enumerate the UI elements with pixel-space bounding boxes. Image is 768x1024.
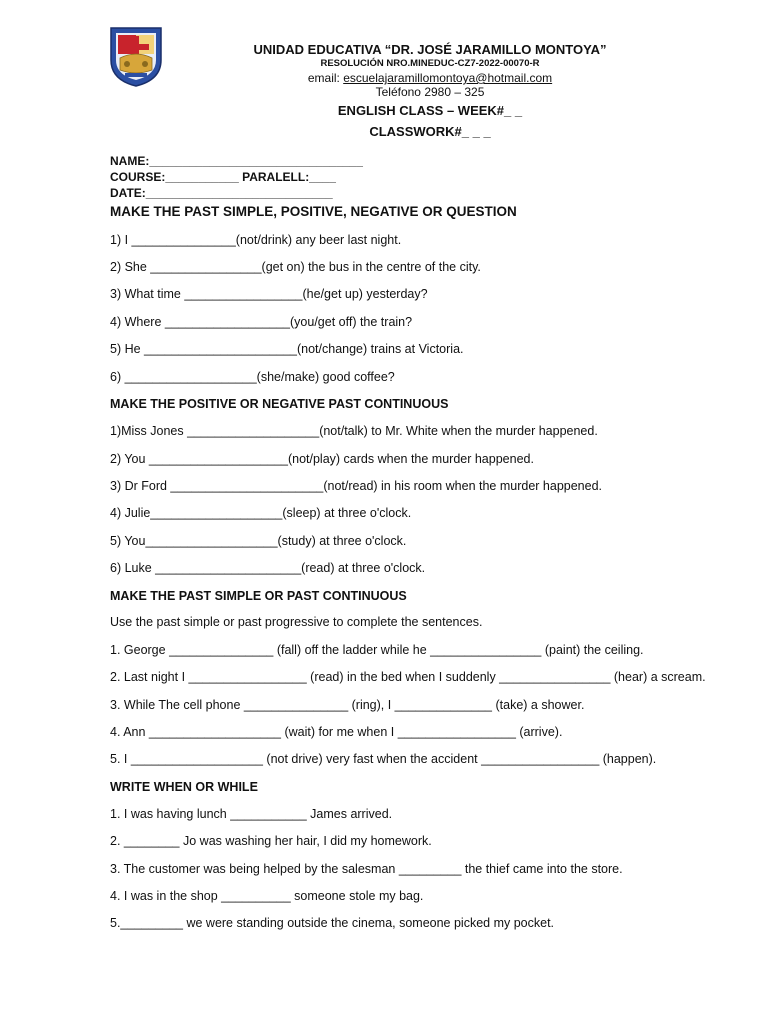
class-title: ENGLISH CLASS – WEEK#_ _: [337, 103, 523, 118]
exercise-item: 6) ___________________(she/make) good coffee?: [110, 370, 395, 384]
exercise-item: 5) He ______________________(not/change) trains at Victoria.: [110, 342, 464, 356]
name-field[interactable]: NAME:________________________________: [110, 154, 363, 168]
date-field[interactable]: DATE:____________________________: [110, 186, 333, 200]
email-line: [150, 71, 710, 85]
exercise-item: 1. George _______________ (fall) off the ladder while he ________________ (paint) the ceiling.: [110, 643, 644, 657]
exercise-item: 4. I was in the shop __________ someone stole my bag.: [110, 889, 424, 903]
phone-number: Teléfono 2980 – 325: [375, 85, 485, 99]
section-1-title: MAKE THE PAST SIMPLE, POSITIVE, NEGATIVE OR QUESTION: [110, 204, 517, 219]
exercise-item: 2. Last night I _________________ (read) in the bed when I suddenly ________________ (hear) a scream.: [110, 670, 706, 684]
section-4-title: WRITE WHEN OR WHILE: [110, 780, 258, 794]
exercise-item: 3) Dr Ford ______________________(not/read) in his room when the murder happened.: [110, 479, 602, 493]
exercise-item: 3) What time _________________(he/get up) yesterday?: [110, 287, 428, 301]
section-3-title: MAKE THE PAST SIMPLE OR PAST CONTINUOUS: [110, 589, 407, 603]
section-3-instruction: Use the past simple or past progressive to complete the sentences.: [110, 615, 483, 629]
resolution-number: RESOLUCIÓN NRO.MINEDUC-CZ7-2022-00070-R: [320, 58, 540, 69]
exercise-item: 1. I was having lunch ___________ James arrived.: [110, 807, 393, 821]
email-label: email:: [307, 71, 344, 85]
exercise-item: 2) She ________________(get on) the bus in the centre of the city.: [110, 260, 481, 274]
exercise-item: 1)Miss Jones ___________________(not/talk) to Mr. White when the murder happened.: [110, 424, 598, 438]
school-name: UNIDAD EDUCATIVA “DR. JOSÉ JARAMILLO MONTOYA”: [253, 42, 607, 57]
course-paralell-field[interactable]: COURSE:___________ PARALELL:____: [110, 170, 336, 184]
email-link[interactable]: escuelajaramillomontoya@hotmail.com: [343, 71, 553, 85]
exercise-item: 1) I _______________(not/drink) any beer last night.: [110, 233, 402, 247]
exercise-item: 5) You___________________(study) at three o'clock.: [110, 534, 407, 548]
exercise-item: 3. The customer was being helped by the salesman _________ the thief came into the store.: [110, 862, 623, 876]
exercise-item: 2. ________ Jo was washing her hair, I did my homework.: [110, 834, 432, 848]
exercise-item: 4) Where __________________(you/get off) the train?: [110, 315, 413, 329]
exercise-item: 4. Ann ___________________ (wait) for me when I _________________ (arrive).: [110, 725, 563, 739]
exercise-item: 5. I ___________________ (not drive) very fast when the accident _________________ (happen).: [110, 752, 657, 766]
exercise-item: 3. While The cell phone _______________ (ring), I ______________ (take) a shower.: [110, 698, 585, 712]
section-2-title: MAKE THE POSITIVE OR NEGATIVE PAST CONTINUOUS: [110, 397, 449, 411]
exercise-item: 5._________ we were standing outside the cinema, someone picked my pocket.: [110, 916, 555, 930]
exercise-item: 6) Luke _____________________(read) at three o'clock.: [110, 561, 426, 575]
exercise-item: 2) You ____________________(not/play) cards when the murder happened.: [110, 452, 534, 466]
exercise-item: 4) Julie___________________(sleep) at three o'clock.: [110, 506, 412, 520]
classwork-title: CLASSWORK#_ _ _: [369, 124, 491, 139]
